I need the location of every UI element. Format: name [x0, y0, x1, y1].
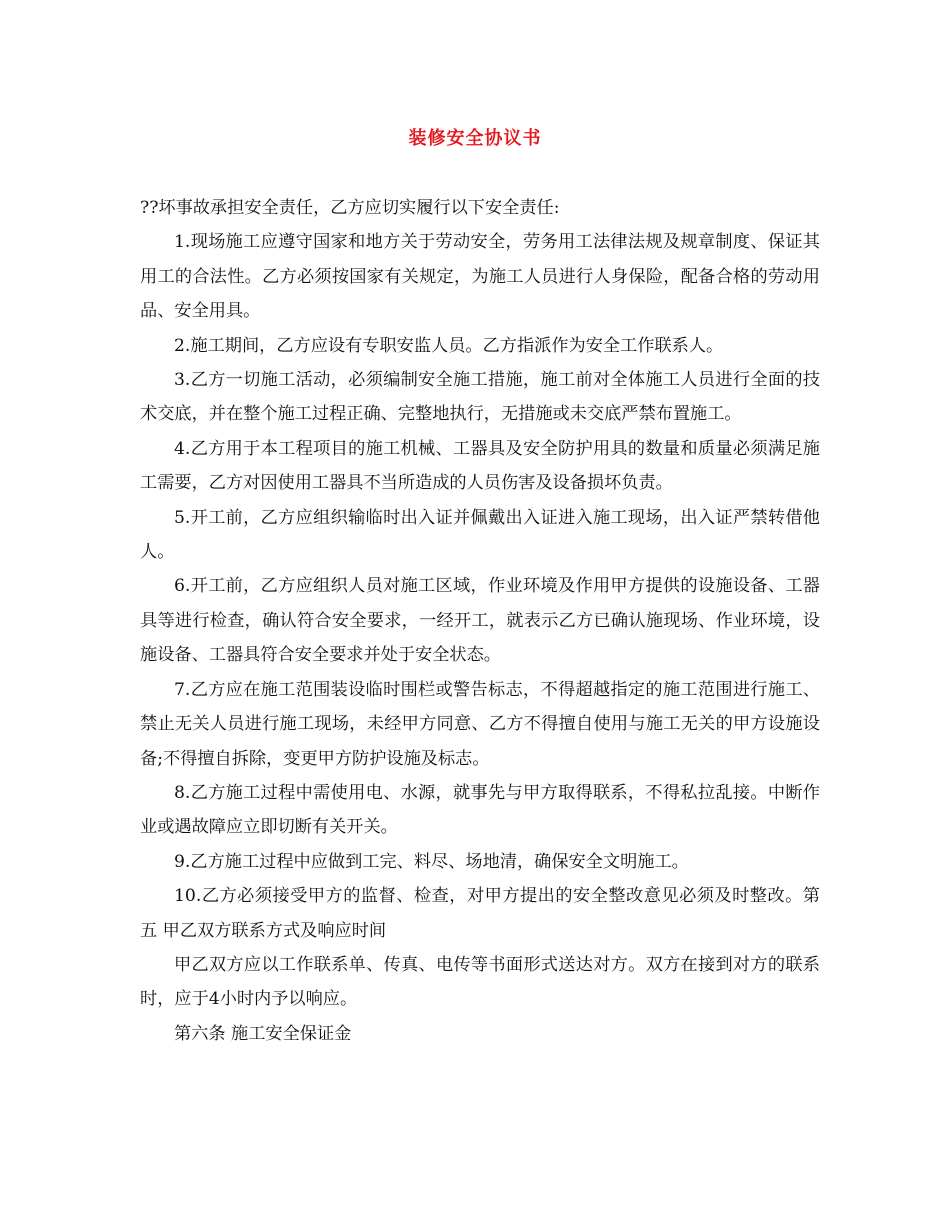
paragraph: 4.乙方用于本工程项目的施工机械、工器具及安全防护用具的数量和质量必须满足施工需要，乙方对因使用工器具不当所造成的人员伤害及设备损坏负责。 [140, 438, 820, 494]
document-title: 装修安全协议书 [408, 128, 542, 149]
paragraph: 5.开工前，乙方应组织输临时出入证并佩戴出入证进入施工现场，出入证严禁转借他人。 [140, 507, 820, 563]
paragraph: 7.乙方应在施工范围装设临时围栏或警告标志，不得超越指定的施工范围进行施工、禁止无关人员进行施工现场，未经甲方同意、乙方不得擅自使用与施工无关的甲方设施设备;不得擅自拆除，变更甲方防护设施及标志。 [140, 679, 820, 769]
paragraph: 6.开工前，乙方应组织人员对施工区域，作业环境及作用甲方提供的设施设备、工器具等进行检查，确认符合安全要求，一经开工，就表示乙方已确认施现场、作业环境，设施设备、工器具符合安全要求并处于安全状态。 [140, 576, 820, 666]
paragraph: 1.现场施工应遵守国家和地方关于劳动安全，劳务用工法律法规及规章制度、保证其用工的合法性。乙方必须按国家有关规定，为施工人员进行人身保险，配备合格的劳动用品、安全用具。 [140, 232, 820, 322]
paragraph: 2.施工期间，乙方应设有专职安监人员。乙方指派作为安全工作联系人。 [174, 335, 724, 356]
paragraph: 甲乙双方应以工作联系单、传真、电传等书面形式送达对方。双方在接到对方的联系时，应于4小时内予以响应。 [140, 954, 820, 1010]
paragraph: ??坏事故承担安全责任，乙方应切实履行以下安全责任: [140, 198, 560, 218]
paragraph: 10.乙方必须接受甲方的监督、检查，对甲方提出的安全整改意见必须及时整改。第五 甲乙双方联系方式及响应时间 [140, 886, 820, 941]
paragraph: 第六条 施工安全保证金 [174, 1023, 352, 1044]
paragraph: 9.乙方施工过程中应做到工完、料尽、场地清，确保安全文明施工。 [174, 851, 689, 872]
paragraph: 8.乙方施工过程中需使用电、水源，就事先与甲方取得联系，不得私拉乱接。中断作业或遇故障应立即切断有关开关。 [140, 782, 820, 838]
document-body [140, 191, 820, 1051]
paragraph: 3.乙方一切施工活动，必须编制安全施工措施，施工前对全体施工人员进行全面的技术交底，并在整个施工过程正确、完整地执行，无措施或未交底严禁布置施工。 [140, 370, 820, 425]
